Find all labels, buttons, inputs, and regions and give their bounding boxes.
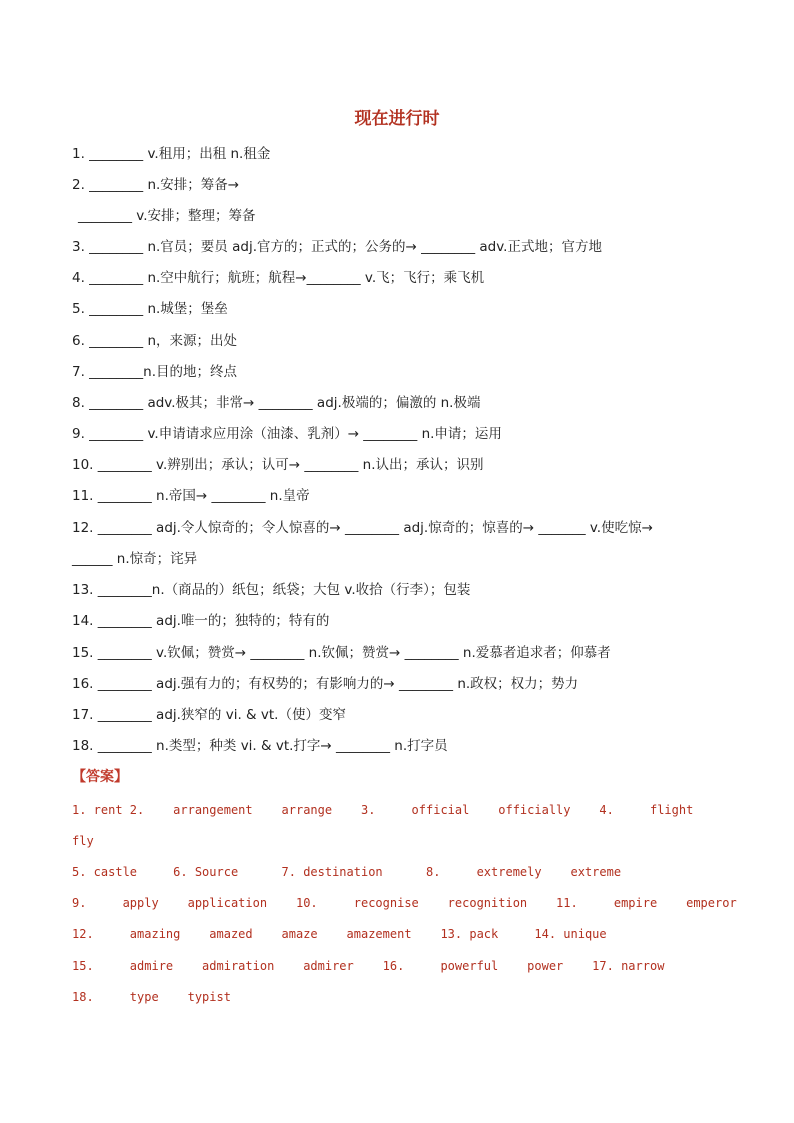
vocab-item-7: 7. ________n.目的地；终点 <box>72 364 238 380</box>
vocab-item-9: 9. ________ v.申请请求应用涂（油漆、乳剂）→ ________ n.申请；运用 <box>72 426 502 442</box>
vocab-item-2b: ________ v.安排；整理；筹备 <box>78 208 256 224</box>
page-title: 现在进行时 <box>354 109 440 129</box>
vocab-item-12b: ______ n.惊奇；诧异 <box>72 551 198 567</box>
vocab-item-14: 14. ________ adj.唯一的；独特的；特有的 <box>72 613 330 629</box>
answer-line-5: 12. amazing amazed amaze amazement 13. pack 14. unique <box>72 927 607 941</box>
vocab-item-15: 15. ________ v.钦佩；赞赏→ ________ n.钦佩；赞赏→ ________ n.爱慕者追求者；仰慕者 <box>72 645 611 661</box>
vocab-item-18: 18. ________ n.类型；种类 vi. & vt.打字→ ________ n.打字员 <box>72 738 448 754</box>
vocab-item-2: 2. ________ n.安排；筹备→ <box>72 177 240 193</box>
answer-line-4: 9. apply application 10. recognise recognition 11. empire emperor <box>72 896 737 910</box>
vocab-item-12: 12. ________ adj.令人惊奇的；令人惊喜的→ ________ adj.惊奇的；惊喜的→ _______ v.使吃惊→ <box>72 520 653 536</box>
vocab-item-13: 13. ________n.（商品的）纸包；纸袋；大包 v.收拾（行李）；包装 <box>72 582 471 598</box>
answer-line-7: 18. type typist <box>72 990 231 1004</box>
vocab-item-16: 16. ________ adj.强有力的；有权势的；有影响力的→ ________ n.政权；权力；势力 <box>72 676 579 692</box>
answer-line-1: 1. rent 2. arrangement arrange 3. official officially 4. flight <box>72 803 694 817</box>
vocab-item-4: 4. ________ n.空中航行；航班；航程→________ v.飞；飞行；乘飞机 <box>72 270 485 286</box>
vocab-item-17: 17. ________ adj.狭窄的 vi. & vt.（使）变窄 <box>72 707 346 723</box>
vocab-item-1: 1. ________ v.租用；出租 n.租金 <box>72 146 271 162</box>
vocab-item-3: 3. ________ n.官员；要员 adj.官方的；正式的；公务的→ ________ adv.正式地；官方地 <box>72 239 602 255</box>
vocab-item-5: 5. ________ n.城堡；堡垒 <box>72 301 228 317</box>
answer-line-2: fly <box>72 834 94 848</box>
answer-line-6: 15. admire admiration admirer 16. powerful power 17. narrow <box>72 959 665 973</box>
answer-line-3: 5. castle 6. Source 7. destination 8. extremely extreme <box>72 865 622 879</box>
vocab-item-11: 11. ________ n.帝国→ ________ n.皇帝 <box>72 488 310 504</box>
vocab-item-6: 6. ________ n，来源；出处 <box>72 333 238 349</box>
vocab-item-10: 10. ________ v.辨别出；承认；认可→ ________ n.认出；承认；识别 <box>72 457 484 473</box>
answer-heading: 【答案】 <box>72 769 128 785</box>
vocab-item-8: 8. ________ adv.极其；非常→ ________ adj.极端的；偏激的 n.极端 <box>72 395 481 411</box>
